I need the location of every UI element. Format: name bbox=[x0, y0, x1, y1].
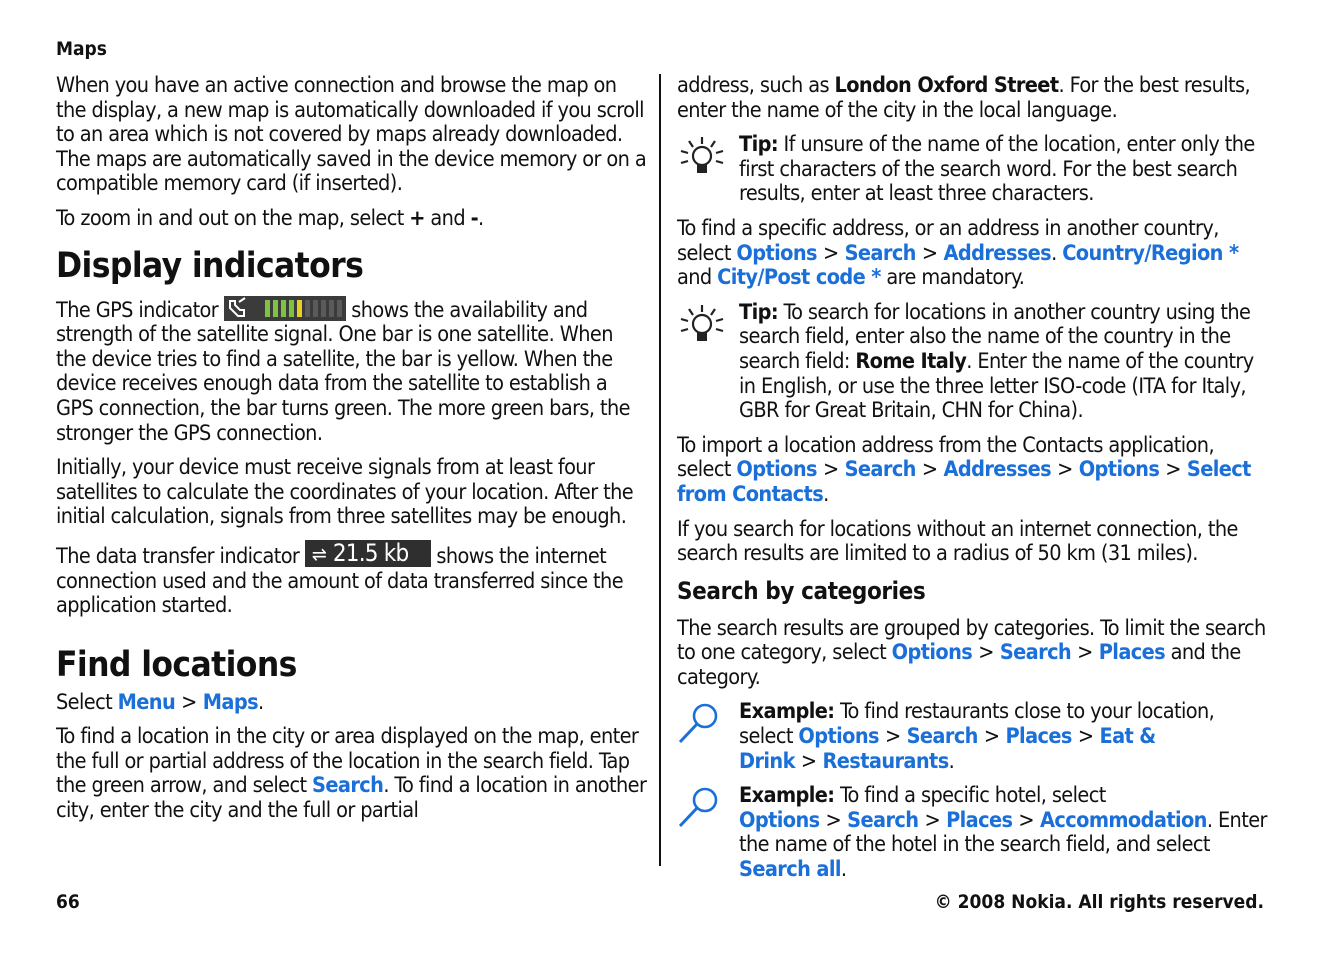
heading-display-indicators: Display indicators bbox=[56, 245, 364, 286]
heading-find-locations: Find locations bbox=[56, 644, 297, 685]
paragraph-categories: The search results are grouped by categories. To limit the search to one category, select Options > Search > Places and the category. bbox=[677, 615, 1266, 690]
link-options[interactable]: Options bbox=[798, 724, 879, 750]
example-hotel: Example: To find a specific hotel, select Options > Search > Places > Accommodation. Enter the name of the hotel in the search field, and select Search all. bbox=[677, 784, 1269, 882]
paragraph-select-menu: Select Menu > Maps. bbox=[56, 689, 264, 715]
page-number: 66 bbox=[56, 891, 80, 913]
link-select-from-contacts[interactable]: Select from Contacts bbox=[677, 457, 1251, 507]
paragraph-find-location: To find a location in the city or area displayed on the map, enter the full or partial address of the location in the search field. Tap the green arrow, and select Search. To find a location in another city, enter the city and the full or partial bbox=[56, 724, 647, 824]
paragraph-zoom: To zoom in and out on the map, select + and -. bbox=[56, 205, 484, 231]
lightbulb-icon bbox=[677, 133, 739, 207]
link-restaurants[interactable]: Restaurants bbox=[822, 748, 949, 774]
column-divider bbox=[659, 74, 661, 866]
link-options[interactable]: Options bbox=[736, 240, 817, 266]
link-places[interactable]: Places bbox=[1005, 724, 1072, 750]
paragraph-auto-download: When you have an active connection and browse the map on the display, a new map is automatically downloaded if you scroll to an area which is not covered by maps already downloaded. The maps are automatically saved in the device memory or on a compatible memory card (if inserted). bbox=[56, 73, 647, 197]
link-places[interactable]: Places bbox=[946, 807, 1013, 833]
link-maps[interactable]: Maps bbox=[202, 689, 259, 715]
gps-indicator-icon bbox=[224, 296, 346, 321]
tip-search-word: Tip: If unsure of the name of the location, enter only the first characters of the search word. For the best search results, enter at least three characters. bbox=[677, 133, 1269, 207]
link-options[interactable]: Options bbox=[1078, 457, 1160, 483]
link-places[interactable]: Places bbox=[1098, 640, 1166, 666]
paragraph-import-contacts: To import a location address from the Contacts application, select Options > Search > Addresses > Options > Select from Contacts. bbox=[677, 432, 1251, 507]
magnifier-icon bbox=[677, 784, 739, 882]
paragraph-specific-address: To find a specific address, or an address in another country, select Options > Search > Addresses. Country/Region * and City/Post code * are mandatory. bbox=[677, 215, 1239, 291]
data-transfer-indicator: ⇌ 21.5 kb bbox=[305, 540, 431, 567]
tip-another-country: Tip: To search for locations in another country using the search field, enter also the name of the country in the search field: Rome Italy. Enter the name of the country in English, or use the three letter ISO-code (ITA for Italy, GBR for Great Britain, CHN for China). bbox=[677, 301, 1269, 424]
paragraph-address-example: address, such as London Oxford Street. For the best results, enter the name of the city in the local language. bbox=[677, 73, 1251, 123]
link-city-post-code[interactable]: City/Post code * bbox=[717, 265, 881, 291]
example-restaurants: Example: To find restaurants close to your location, select Options > Search > Places > Eat & Drink > Restaurants. bbox=[677, 700, 1269, 774]
link-addresses[interactable]: Addresses bbox=[943, 240, 1052, 266]
link-eat-drink[interactable]: Eat & Drink bbox=[739, 724, 1156, 774]
lightbulb-icon bbox=[677, 301, 739, 424]
link-search[interactable]: Search bbox=[999, 640, 1072, 666]
link-search-all[interactable]: Search all bbox=[739, 857, 841, 883]
minus-key: - bbox=[470, 205, 478, 231]
paragraph-satellites: Initially, your device must receive signals from at least four satellites to calculate the coordinates of your location. After the initial calculation, signals from three satellites may be enough. bbox=[56, 455, 634, 530]
link-options[interactable]: Options bbox=[739, 807, 820, 833]
link-options[interactable]: Options bbox=[736, 457, 817, 483]
transfer-arrows-icon: ⇌ bbox=[311, 541, 326, 566]
paragraph-gps-indicator: The GPS indicator shows the availability and strength of the satellite signal. One bar is one satellite. When the device tries to find a satellite, the bar is yellow. When the device receives enough data from the satellite to establish a GPS connection, the bar turns green. The more green bars, the stronger the GPS connection. bbox=[56, 297, 630, 446]
copyright: © 2008 Nokia. All rights reserved. bbox=[934, 891, 1264, 913]
link-search[interactable]: Search bbox=[844, 240, 916, 266]
link-search[interactable]: Search bbox=[847, 807, 919, 833]
paragraph-offline-search: If you search for locations without an internet connection, the search results are limited to a radius of 50 km (31 miles). bbox=[677, 516, 1238, 567]
link-country-region[interactable]: Country/Region * bbox=[1062, 240, 1239, 266]
link-search[interactable]: Search bbox=[906, 724, 978, 750]
right-column bbox=[677, 74, 1269, 893]
paragraph-data-transfer: The data transfer indicator ⇌ 21.5 kb shows the internet connection used and the amount of data transferred since the application started. bbox=[56, 539, 624, 619]
link-search[interactable]: Search bbox=[844, 457, 916, 483]
link-search[interactable]: Search bbox=[312, 773, 384, 799]
link-addresses[interactable]: Addresses bbox=[943, 457, 1052, 483]
link-menu[interactable]: Menu bbox=[117, 689, 176, 715]
magnifier-icon bbox=[677, 700, 739, 774]
plus-key: + bbox=[409, 205, 425, 231]
link-accommodation[interactable]: Accommodation bbox=[1040, 807, 1207, 833]
left-column bbox=[56, 74, 648, 834]
heading-search-by-categories: Search by categories bbox=[677, 576, 926, 605]
link-options[interactable]: Options bbox=[891, 640, 973, 666]
running-header: Maps bbox=[56, 38, 107, 60]
